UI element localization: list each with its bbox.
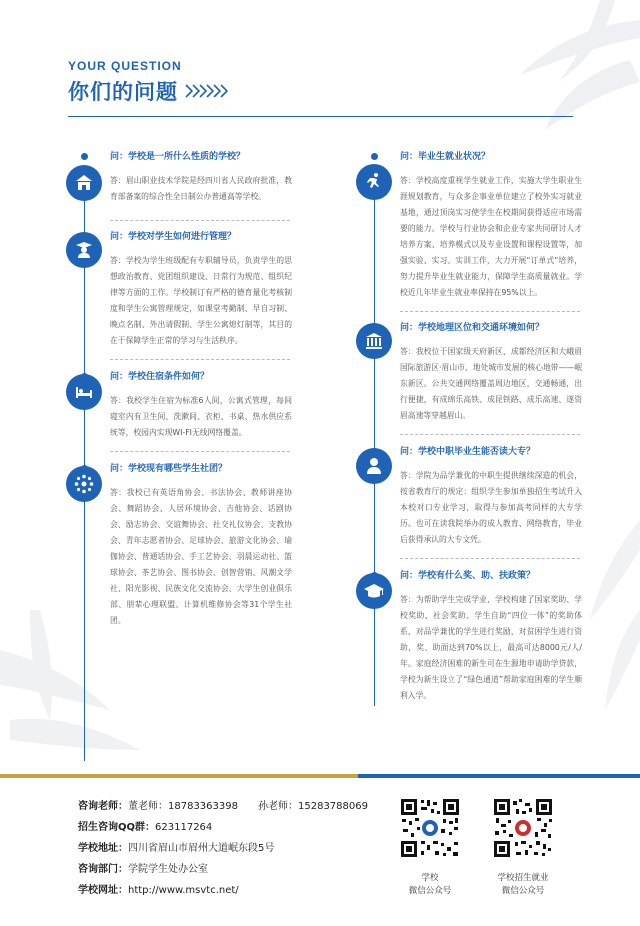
chevrons-right-icon bbox=[184, 83, 228, 99]
faq-item bbox=[360, 150, 582, 301]
divider bbox=[110, 220, 290, 221]
answer: 答：为帮助学生完成学业，学校构建了国家奖助、学校奖助、社会奖助、学生自助“四位一体”的奖助体系，对品学兼优的学生进行奖励，对贫困学生进行资助，奖、助面达到70%以上，最高可达8000元/人/年。家庭经济困难的新生可在生源地申请助学贷款，学校为新生设立了“绿色通道”帮助家庭困难的学生顺利入学。 bbox=[400, 595, 582, 700]
bamboo-decoration-top-right bbox=[440, 0, 640, 150]
divider bbox=[110, 359, 290, 360]
faq-item bbox=[360, 445, 582, 548]
government-building-icon bbox=[356, 323, 392, 359]
contact-department bbox=[78, 859, 368, 880]
timeline-dot bbox=[81, 153, 88, 160]
running-person-icon bbox=[356, 164, 392, 200]
contact-info bbox=[78, 796, 368, 901]
answer: 答：我校已有英语角协会、书法协会、教师讲座协会、舞蹈协会、人居环境协会、吉他协会、话剧协会、励志协会、交谊舞协会、社交礼仪协会、支教协会、青年志愿者协会、足球协会、旅游文化协会、瑜伽协会、普通话协会、手工艺协会、羽晨运动社、篮球协会、茶艺协会、图书协会、创智营销、风潮文学社、阳光影视、民族文化交流协会、大学生创业俱乐部、朋辈心理联盟、计算机维修协会等31个学生社团。 bbox=[110, 488, 292, 625]
contact-teachers bbox=[78, 796, 368, 817]
bed-icon bbox=[66, 374, 102, 410]
answer: 答：我校位于国家级天府新区、成都经济区和大峨眉国际旅游区·眉山市，地处城市发展的核心地带——岷东新区。公共交通网络覆盖周边地区，交通畅通，出行便捷，有成绵乐高铁、成昆铁路、成乐高速、遂资眉高速等穿越眉山。 bbox=[400, 347, 582, 420]
faq-item bbox=[70, 370, 292, 441]
contact-label: 招生咨询QQ群： bbox=[78, 822, 156, 833]
contact-label: 学校网址： bbox=[78, 885, 128, 896]
faq-item bbox=[360, 569, 582, 704]
address-value: 四川省眉山市眉州大道岷东段5号 bbox=[128, 843, 275, 854]
qr-caption-line: 学校 bbox=[421, 873, 439, 883]
answer: 答：学院为品学兼优的中职生提供继续深造的机会，按省教育厅的规定：组织学生参加单独招生考试升入本校对口专业学习，取得与参加高考同样的大专学历。也可在读我院举办的成人教育、网络教育，毕业后获得承认的大专文凭。 bbox=[400, 471, 582, 544]
question: 问：学校地理区位和交通环境如何？ bbox=[400, 323, 545, 333]
faq-column-left bbox=[70, 150, 292, 629]
answer: 答：我校学生住宿为标准6人间，公寓式管理，每间寝室内有卫生间、洗漱间、衣柜、书桌、热水供应系统等，校园内实现WI-FI无线网络覆盖。 bbox=[110, 396, 292, 437]
user-icon bbox=[356, 448, 392, 484]
school-building-icon bbox=[66, 165, 102, 201]
question: 问：学校住宿条件如何？ bbox=[110, 372, 210, 382]
question: 问：学校中职毕业生能否读大专？ bbox=[400, 447, 536, 457]
contact-website bbox=[78, 880, 368, 901]
qr-caption-admissions bbox=[478, 872, 568, 898]
qr-caption-line: 微信公众号 bbox=[408, 886, 452, 896]
faq-item bbox=[70, 150, 292, 214]
graduation-cap-icon bbox=[356, 573, 392, 609]
faq-column-right bbox=[360, 150, 582, 704]
answer: 答：眉山职业技术学院是经四川省人民政府批准，教育部备案的综合性全日制公办普通高等学校。 bbox=[110, 176, 292, 201]
divider bbox=[400, 434, 580, 435]
teacher-phone: 孙老师：15283788069 bbox=[258, 801, 368, 812]
section-subtitle-en: YOUR QUESTION bbox=[68, 59, 182, 73]
question: 问：学校有什么奖、助、扶政策？ bbox=[400, 571, 536, 581]
answer: 答：学校为学生班级配有专职辅导员，负责学生的思想政治教育、党团组织建设、日常行为规范、组织纪律等方面的工作。学校制订有严格的德育量化考核制度和学生公寓管理规定，如课堂考勤制、早自习制、晚点名制、外出请假制、学生公寓熄灯制等，其目的在于保障学生正常的学习与生活秩序。 bbox=[110, 256, 292, 345]
footer-band-gold bbox=[0, 774, 358, 778]
contact-label: 学校地址： bbox=[78, 843, 128, 854]
contact-label: 咨询部门： bbox=[78, 864, 128, 875]
qq-group-number: 623117264 bbox=[155, 822, 213, 833]
divider bbox=[110, 451, 290, 452]
qr-caption-line: 微信公众号 bbox=[501, 886, 545, 896]
question: 问：学校是一所什么性质的学校？ bbox=[110, 152, 246, 162]
divider bbox=[400, 558, 580, 559]
faq-item bbox=[70, 230, 292, 349]
contact-label: 咨询老师： bbox=[78, 801, 128, 812]
community-icon bbox=[66, 466, 102, 502]
divider bbox=[400, 311, 580, 312]
question: 问：毕业生就业状况？ bbox=[400, 152, 491, 162]
section-title-text: 你们的问题 bbox=[68, 80, 178, 104]
footer-band-blue bbox=[358, 774, 640, 778]
graduate-person-icon bbox=[66, 232, 102, 268]
section-title bbox=[68, 76, 228, 106]
footer-band bbox=[0, 774, 640, 778]
question: 问：学校对学生如何进行管理？ bbox=[110, 232, 237, 242]
qr-code-admissions bbox=[492, 797, 554, 859]
faq-item bbox=[360, 321, 582, 424]
header-divider bbox=[68, 116, 573, 117]
contact-qq bbox=[78, 817, 368, 838]
qr-caption-line: 学校招生就业 bbox=[497, 873, 549, 883]
contact-address bbox=[78, 838, 368, 859]
qr-code-school bbox=[399, 797, 461, 859]
website-link[interactable]: http://www.msvtc.net/ bbox=[128, 885, 239, 896]
teacher-phone: 董老师：18783363398 bbox=[128, 801, 238, 812]
question: 问：学校现有哪些学生社团？ bbox=[110, 464, 228, 474]
department-value: 学院学生处办公室 bbox=[128, 864, 208, 875]
timeline-dot bbox=[371, 153, 378, 160]
bamboo-decoration-bottom-left bbox=[0, 610, 190, 770]
qr-caption-school bbox=[385, 872, 475, 898]
faq-item bbox=[70, 462, 292, 629]
answer: 答：学校高度重视学生就业工作，实施大学生职业生涯规划教育，与众多企事业单位建立了校外实习就业基地，通过顶岗实习使学生在校期间获得适应市场需要的能力。学校与行业协会和企业专家共同研讨人才培养方案、培养模式以及专业设置和课程设置等，加强实验、实习、实训工作，大力开展“订单式”培养，努力提升毕业生就业能力，保障学生高质量就业。学校近几年毕业生就业率保持在95%以上。 bbox=[400, 176, 582, 297]
